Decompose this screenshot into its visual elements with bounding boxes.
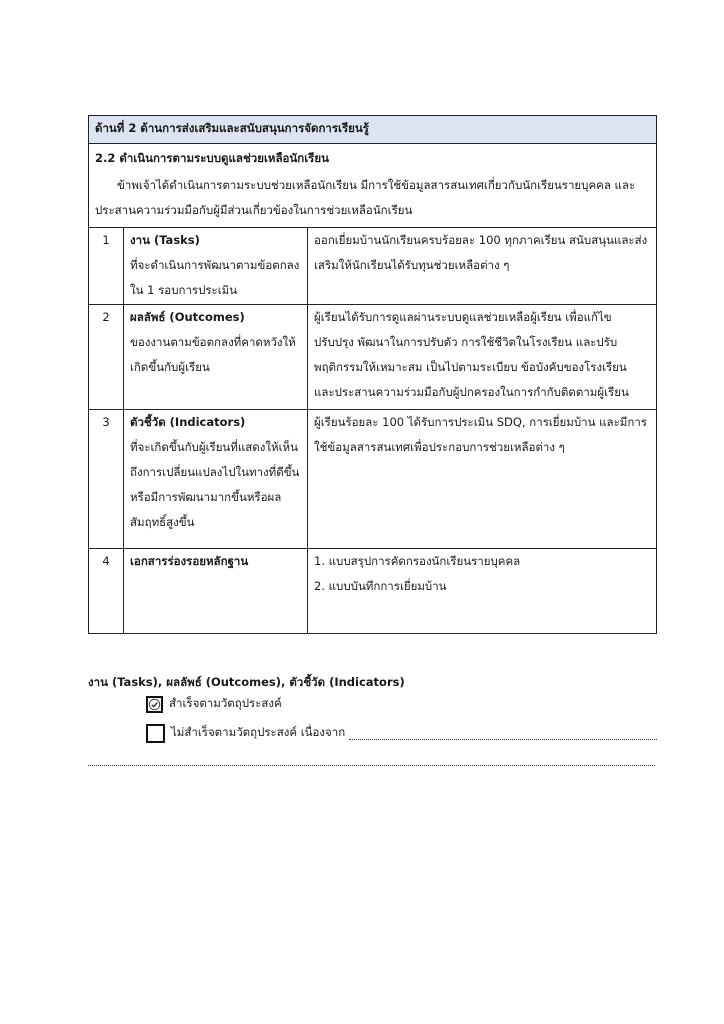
row-label-title: ตัวชี้วัด (Indicators) xyxy=(130,415,246,429)
fail-label: ไม่สำเร็จตามวัตถุประสงค์ เนื่องจาก xyxy=(171,725,346,739)
result-title: งาน (Tasks), ผลลัพธ์ (Outcomes), ตัวชี้วัด (Indicators) xyxy=(88,675,405,689)
check-icon xyxy=(148,698,161,711)
table-row xyxy=(89,410,657,549)
section-row xyxy=(89,144,657,228)
reason-fill-line-2[interactable] xyxy=(88,765,655,766)
row-label-title: เอกสารร่องรอยหลักฐาน xyxy=(130,554,249,568)
reason-fill-line[interactable] xyxy=(349,727,657,740)
row-label-desc: ที่จะเกิดขึ้นกับผู้เรียนที่แสดงให้เห็นถึงการเปลี่ยนแปลงไปในทางที่ดีขึ้นหรือมีการพัฒนามากขึ้นหรือผลสัมฤทธิ์สูงขึ้น xyxy=(130,440,300,529)
table-row xyxy=(89,305,657,410)
row-content: ผู้เรียนร้อยละ 100 ได้รับการประเมิน SDQ, การเยี่ยมบ้าน และมีการใช้ข้อมูลสารสนเทศเพื่อประกอบการช่วยเหลือต่าง ๆ xyxy=(308,410,657,549)
table-row xyxy=(89,549,657,634)
success-label: สำเร็จตามวัตถุประสงค์ xyxy=(169,696,282,710)
row-number: 2 xyxy=(89,305,124,410)
evidence-item: 2. แบบบันทึกการเยี่ยมบ้าน xyxy=(314,579,447,593)
table-header: ด้านที่ 2 ด้านการส่งเสริมและสนับสนุนการจัดการเรียนรู้ xyxy=(89,116,657,144)
section-title: 2.2 ดำเนินการตามระบบดูแลช่วยเหลือนักเรียน xyxy=(95,151,329,165)
row-number: 4 xyxy=(89,549,124,634)
section-intro: ข้าพเจ้าได้ดำเนินการตามระบบช่วยเหลือนักเรียน มีการใช้ข้อมูลสารสนเทศเกี่ยวกับนักเรียนรายบุคคล และประสานความร่วมมือกับผู้มีส่วนเกี่ยวข้องในการช่วยเหลือนักเรียน xyxy=(95,178,636,217)
evidence-item: 1. แบบสรุปการคัดกรองนักเรียนรายบุคคล xyxy=(314,554,521,568)
row-label-title: ผลลัพธ์ (Outcomes) xyxy=(130,310,245,324)
fail-checkbox[interactable] xyxy=(146,724,165,743)
table-header-row xyxy=(89,116,657,144)
fail-option[interactable] xyxy=(146,722,657,744)
row-label-desc: ของงานตามข้อตกลงที่คาดหวังให้เกิดขึ้นกับผู้เรียน xyxy=(130,335,296,374)
row-label-desc: ที่จะดำเนินการพัฒนาตามข้อตกลง ใน 1 รอบการประเมิน xyxy=(130,258,300,297)
row-label-title: งาน (Tasks) xyxy=(130,233,200,247)
evaluation-table xyxy=(88,115,657,634)
row-number: 1 xyxy=(89,228,124,305)
row-content: ผู้เรียนได้รับการดูแลผ่านระบบดูแลช่วยเหลือผู้เรียน เพื่อแก้ไขปรับปรุง พัฒนาในการปรับตัว การใช้ชีวิตในโรงเรียน และปรับพฤติกรรมให้เหมาะสม เป็นไปตามระเบียบ ข้อบังคับของโรงเรียน และประสานความร่วมมือกับผู้ปกครองในการกำกับติดตามผู้เรียน xyxy=(308,305,657,410)
row-number: 3 xyxy=(89,410,124,549)
table-row xyxy=(89,228,657,305)
row-content: ออกเยี่ยมบ้านนักเรียนครบร้อยละ 100 ทุกภาคเรียน สนับสนุนและส่งเสริมให้นักเรียนได้รับทุนช่วยเหลือต่าง ๆ xyxy=(308,228,657,305)
success-checkbox[interactable] xyxy=(146,696,163,713)
success-option[interactable] xyxy=(146,693,282,715)
result-section xyxy=(88,670,657,739)
